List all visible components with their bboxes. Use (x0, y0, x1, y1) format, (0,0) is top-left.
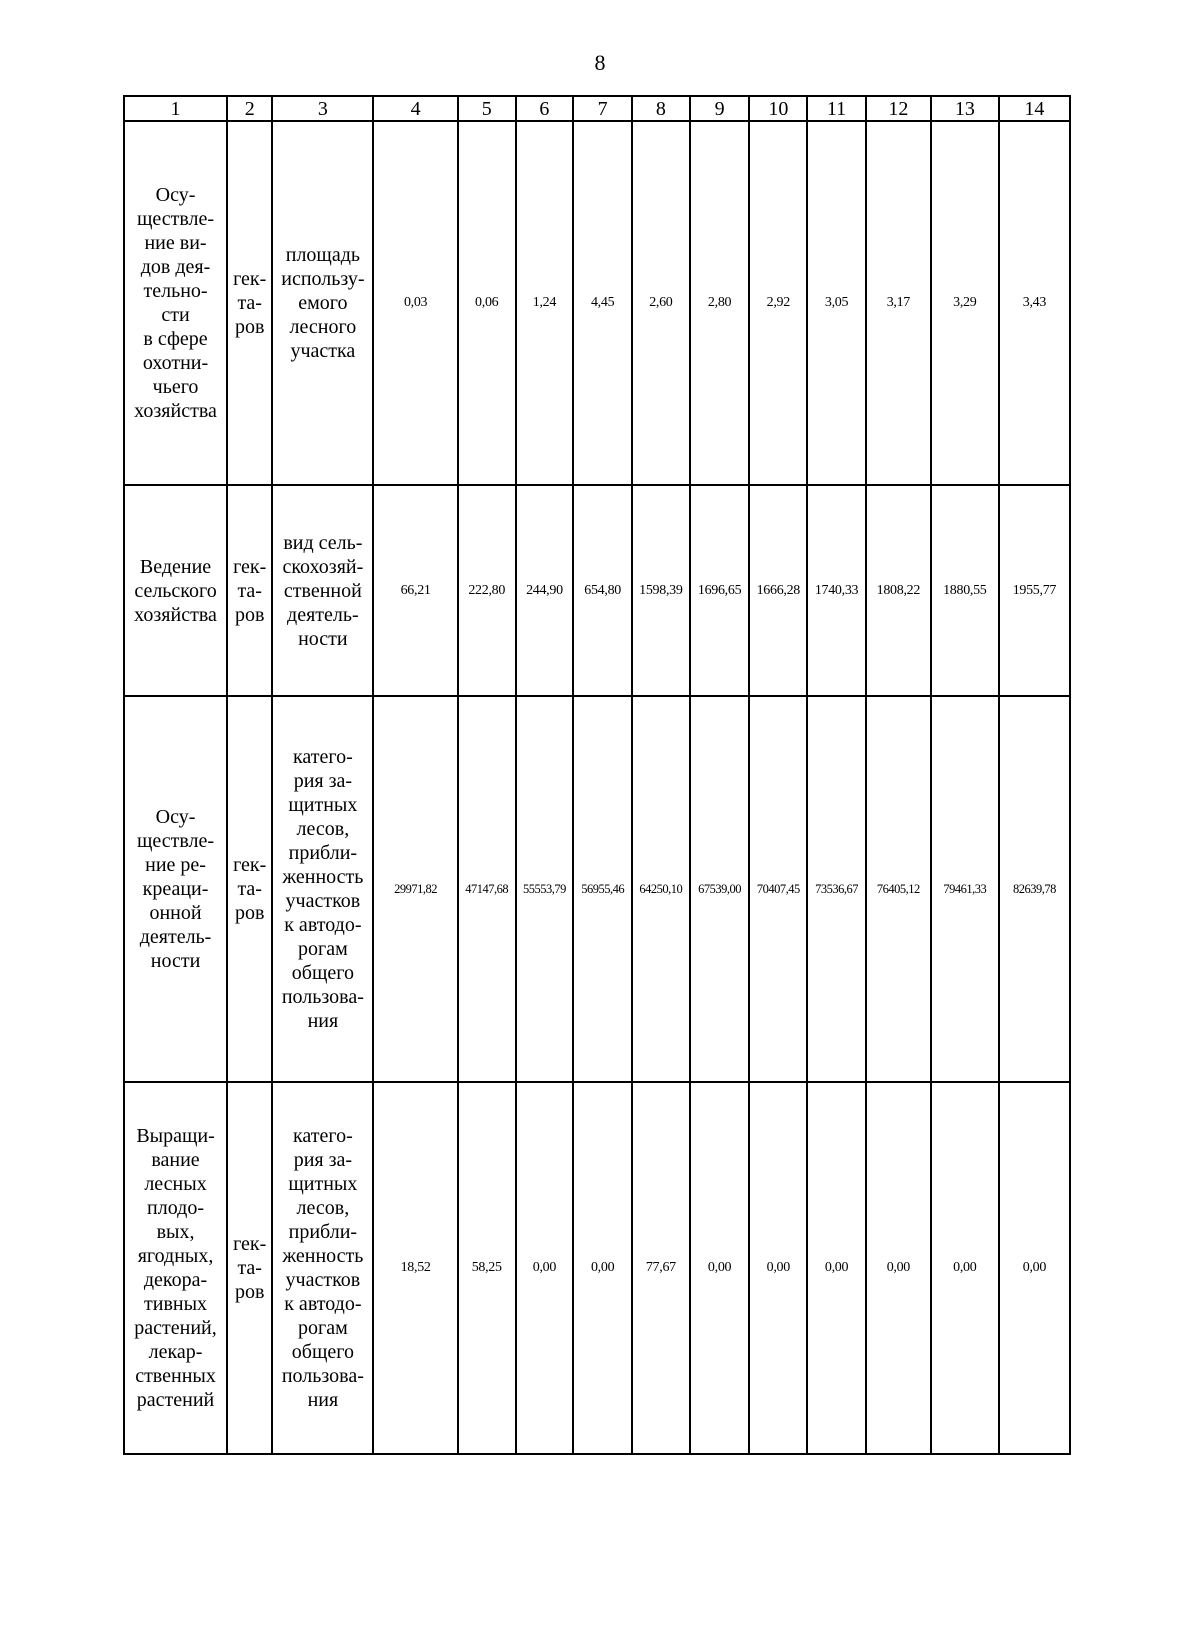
criterion-cell (272, 696, 373, 1082)
unit-cell-line: та- (237, 878, 262, 900)
criterion-cell-line: вид сель- (283, 531, 363, 554)
value-cell: 3,29 (931, 121, 999, 485)
value-cell: 77,67 (632, 1082, 690, 1454)
column-number: 6 (516, 96, 574, 121)
activity-cell-line: декора- (143, 1269, 208, 1291)
criterion-cell-line: прибли- (288, 842, 358, 864)
criterion-cell-line: лесов, (296, 818, 350, 840)
criterion-cell-line: рогам (297, 938, 348, 960)
activity-cell-line: Осу- (155, 184, 196, 206)
value-cell: 64250,10 (632, 696, 690, 1082)
criterion-cell-line: ности (298, 627, 348, 650)
column-number: 13 (931, 96, 999, 121)
activity-cell-line: растений (136, 1389, 215, 1411)
criterion-cell (272, 121, 373, 485)
activity-cell-line: хозяйства (134, 603, 217, 626)
criterion-cell-line: щитных (288, 794, 358, 816)
criterion-cell-line: использу- (281, 268, 365, 290)
criterion-cell-line: общего (291, 962, 354, 984)
activity-cell-line: сти (161, 304, 190, 326)
activity-cell-line: охотни- (142, 352, 209, 374)
unit-cell-line: ров (234, 1281, 265, 1303)
activity-cell-line: растений, (134, 1317, 217, 1339)
criterion-cell-line: лесов, (296, 1197, 350, 1219)
unit-cell (227, 696, 272, 1082)
column-number: 14 (999, 96, 1070, 121)
criterion-cell-line: скохозяй- (282, 555, 364, 578)
page-number: 8 (594, 50, 606, 75)
value-cell: 222,80 (458, 485, 516, 696)
activity-cell-line: лекар- (148, 1341, 203, 1363)
criterion-cell-line: женность (282, 866, 364, 888)
criterion-cell (272, 1082, 373, 1454)
value-cell: 18,52 (373, 1082, 458, 1454)
criterion-cell-line: лесного (289, 316, 357, 338)
criterion-cell-line: к автодо- (284, 914, 362, 936)
data-table (123, 95, 1071, 1455)
criterion-cell-line: катего- (292, 746, 353, 768)
value-cell: 0,00 (866, 1082, 931, 1454)
table-row (124, 121, 1070, 485)
column-number: 4 (373, 96, 458, 121)
value-cell: 76405,12 (866, 696, 931, 1082)
value-cell: 1880,55 (931, 485, 999, 696)
unit-cell-line: та- (237, 579, 262, 602)
value-cell: 56955,46 (573, 696, 632, 1082)
value-cell: 3,05 (807, 121, 866, 485)
criterion-cell-line: участков (285, 1269, 361, 1291)
unit-cell-line: ров (234, 603, 265, 626)
criterion-cell-line: участков (285, 890, 361, 912)
unit-cell-line: гек- (233, 854, 267, 876)
criterion-cell-line: рогам (297, 1317, 348, 1339)
value-cell: 0,06 (458, 121, 516, 485)
value-cell: 2,60 (632, 121, 690, 485)
criterion-cell-line: пользова- (281, 986, 364, 1008)
column-number: 7 (573, 96, 632, 121)
value-cell: 0,00 (516, 1082, 574, 1454)
activity-cell (124, 696, 227, 1082)
activity-cell-line: плодо- (147, 1197, 204, 1219)
activity-cell-line: ществле- (136, 208, 215, 230)
activity-cell-line: лесных (144, 1173, 207, 1195)
column-number-row (124, 96, 1070, 121)
activity-cell (124, 121, 227, 485)
activity-cell-line: чьего (152, 376, 199, 398)
value-cell: 0,03 (373, 121, 458, 485)
criterion-cell-line: катего- (292, 1125, 353, 1147)
activity-cell-line: вание (151, 1149, 200, 1171)
activity-cell-line: ние ви- (144, 232, 207, 254)
column-number: 12 (866, 96, 931, 121)
table-row (124, 485, 1070, 696)
value-cell: 47147,68 (458, 696, 516, 1082)
unit-cell-line: гек- (233, 1233, 267, 1255)
value-cell: 55553,79 (516, 696, 574, 1082)
criterion-cell-line: рия за- (293, 770, 353, 792)
column-number: 1 (124, 96, 227, 121)
value-cell: 70407,45 (749, 696, 807, 1082)
value-cell: 1808,22 (866, 485, 931, 696)
criterion-cell-line: женность (282, 1245, 364, 1267)
criterion-cell-line: общего (291, 1341, 354, 1363)
unit-cell (227, 121, 272, 485)
value-cell: 0,00 (690, 1082, 750, 1454)
value-cell: 0,00 (931, 1082, 999, 1454)
activity-cell-line: ществле- (136, 830, 215, 852)
activity-cell-line: Выращи- (136, 1125, 215, 1147)
value-cell: 67539,00 (690, 696, 750, 1082)
value-cell: 1598,39 (632, 485, 690, 696)
activity-cell-line: в сфере (143, 328, 208, 350)
column-number: 11 (807, 96, 866, 121)
value-cell: 244,90 (516, 485, 574, 696)
activity-cell-line: дов дея- (140, 256, 211, 278)
activity-cell-line: креаци- (142, 878, 209, 900)
value-cell: 3,17 (866, 121, 931, 485)
activity-cell-line: Ведение (139, 555, 212, 578)
criterion-cell-line: рия за- (293, 1149, 353, 1171)
activity-cell-line: вых, (156, 1221, 195, 1243)
activity-cell-line: тельно- (143, 280, 208, 302)
value-cell: 3,43 (999, 121, 1070, 485)
column-number: 8 (632, 96, 690, 121)
criterion-cell-line: щитных (288, 1173, 358, 1195)
criterion-cell-line: площадь (285, 244, 360, 266)
activity-cell-line: Осу- (155, 806, 196, 828)
criterion-cell-line: ния (307, 1010, 339, 1032)
value-cell: 29971,82 (373, 696, 458, 1082)
activity-cell-line: сельского (134, 579, 217, 602)
value-cell: 1666,28 (749, 485, 807, 696)
unit-cell-line: та- (237, 292, 262, 314)
criterion-cell-line: деятель- (287, 603, 359, 626)
value-cell: 0,00 (573, 1082, 632, 1454)
activity-cell-line: ние ре- (145, 854, 206, 876)
activity-cell-line: ягодных, (137, 1245, 214, 1267)
column-number: 5 (458, 96, 516, 121)
value-cell: 2,80 (690, 121, 750, 485)
value-cell: 0,00 (999, 1082, 1070, 1454)
criterion-cell-line: прибли- (288, 1221, 358, 1243)
value-cell: 79461,33 (931, 696, 999, 1082)
activity-cell-line: хозяйства (134, 400, 217, 422)
activity-cell-line: тивных (144, 1293, 208, 1315)
activity-cell-line: онной (149, 902, 202, 924)
value-cell: 1740,33 (807, 485, 866, 696)
unit-cell-line: ров (234, 316, 265, 338)
value-cell: 1955,77 (999, 485, 1070, 696)
value-cell: 4,45 (573, 121, 632, 485)
column-number: 2 (227, 96, 272, 121)
table-row (124, 1082, 1070, 1454)
value-cell: 0,00 (807, 1082, 866, 1454)
column-number: 10 (749, 96, 807, 121)
column-number: 9 (690, 96, 750, 121)
unit-cell-line: гек- (233, 268, 267, 290)
value-cell: 1696,65 (690, 485, 750, 696)
unit-cell-line: ров (234, 902, 265, 924)
value-cell: 654,80 (573, 485, 632, 696)
value-cell: 58,25 (458, 1082, 516, 1454)
criterion-cell-line: ственной (283, 579, 362, 602)
criterion-cell-line: ния (307, 1389, 339, 1411)
criterion-cell-line: к автодо- (284, 1293, 362, 1315)
unit-cell-line: гек- (233, 555, 267, 578)
column-number: 3 (272, 96, 373, 121)
criterion-cell (272, 485, 373, 696)
activity-cell-line: ности (150, 950, 201, 972)
table-row (124, 696, 1070, 1082)
activity-cell-line: деятель- (139, 926, 212, 948)
unit-cell-line: та- (237, 1257, 262, 1279)
criterion-cell-line: емого (298, 292, 348, 314)
activity-cell-line: ственных (135, 1365, 216, 1387)
unit-cell (227, 485, 272, 696)
value-cell: 82639,78 (999, 696, 1070, 1082)
criterion-cell-line: пользова- (281, 1365, 364, 1387)
value-cell: 66,21 (373, 485, 458, 696)
value-cell: 73536,67 (807, 696, 866, 1082)
activity-cell (124, 485, 227, 696)
unit-cell (227, 1082, 272, 1454)
value-cell: 2,92 (749, 121, 807, 485)
value-cell: 1,24 (516, 121, 574, 485)
activity-cell (124, 1082, 227, 1454)
value-cell: 0,00 (749, 1082, 807, 1454)
criterion-cell-line: участка (290, 340, 356, 362)
